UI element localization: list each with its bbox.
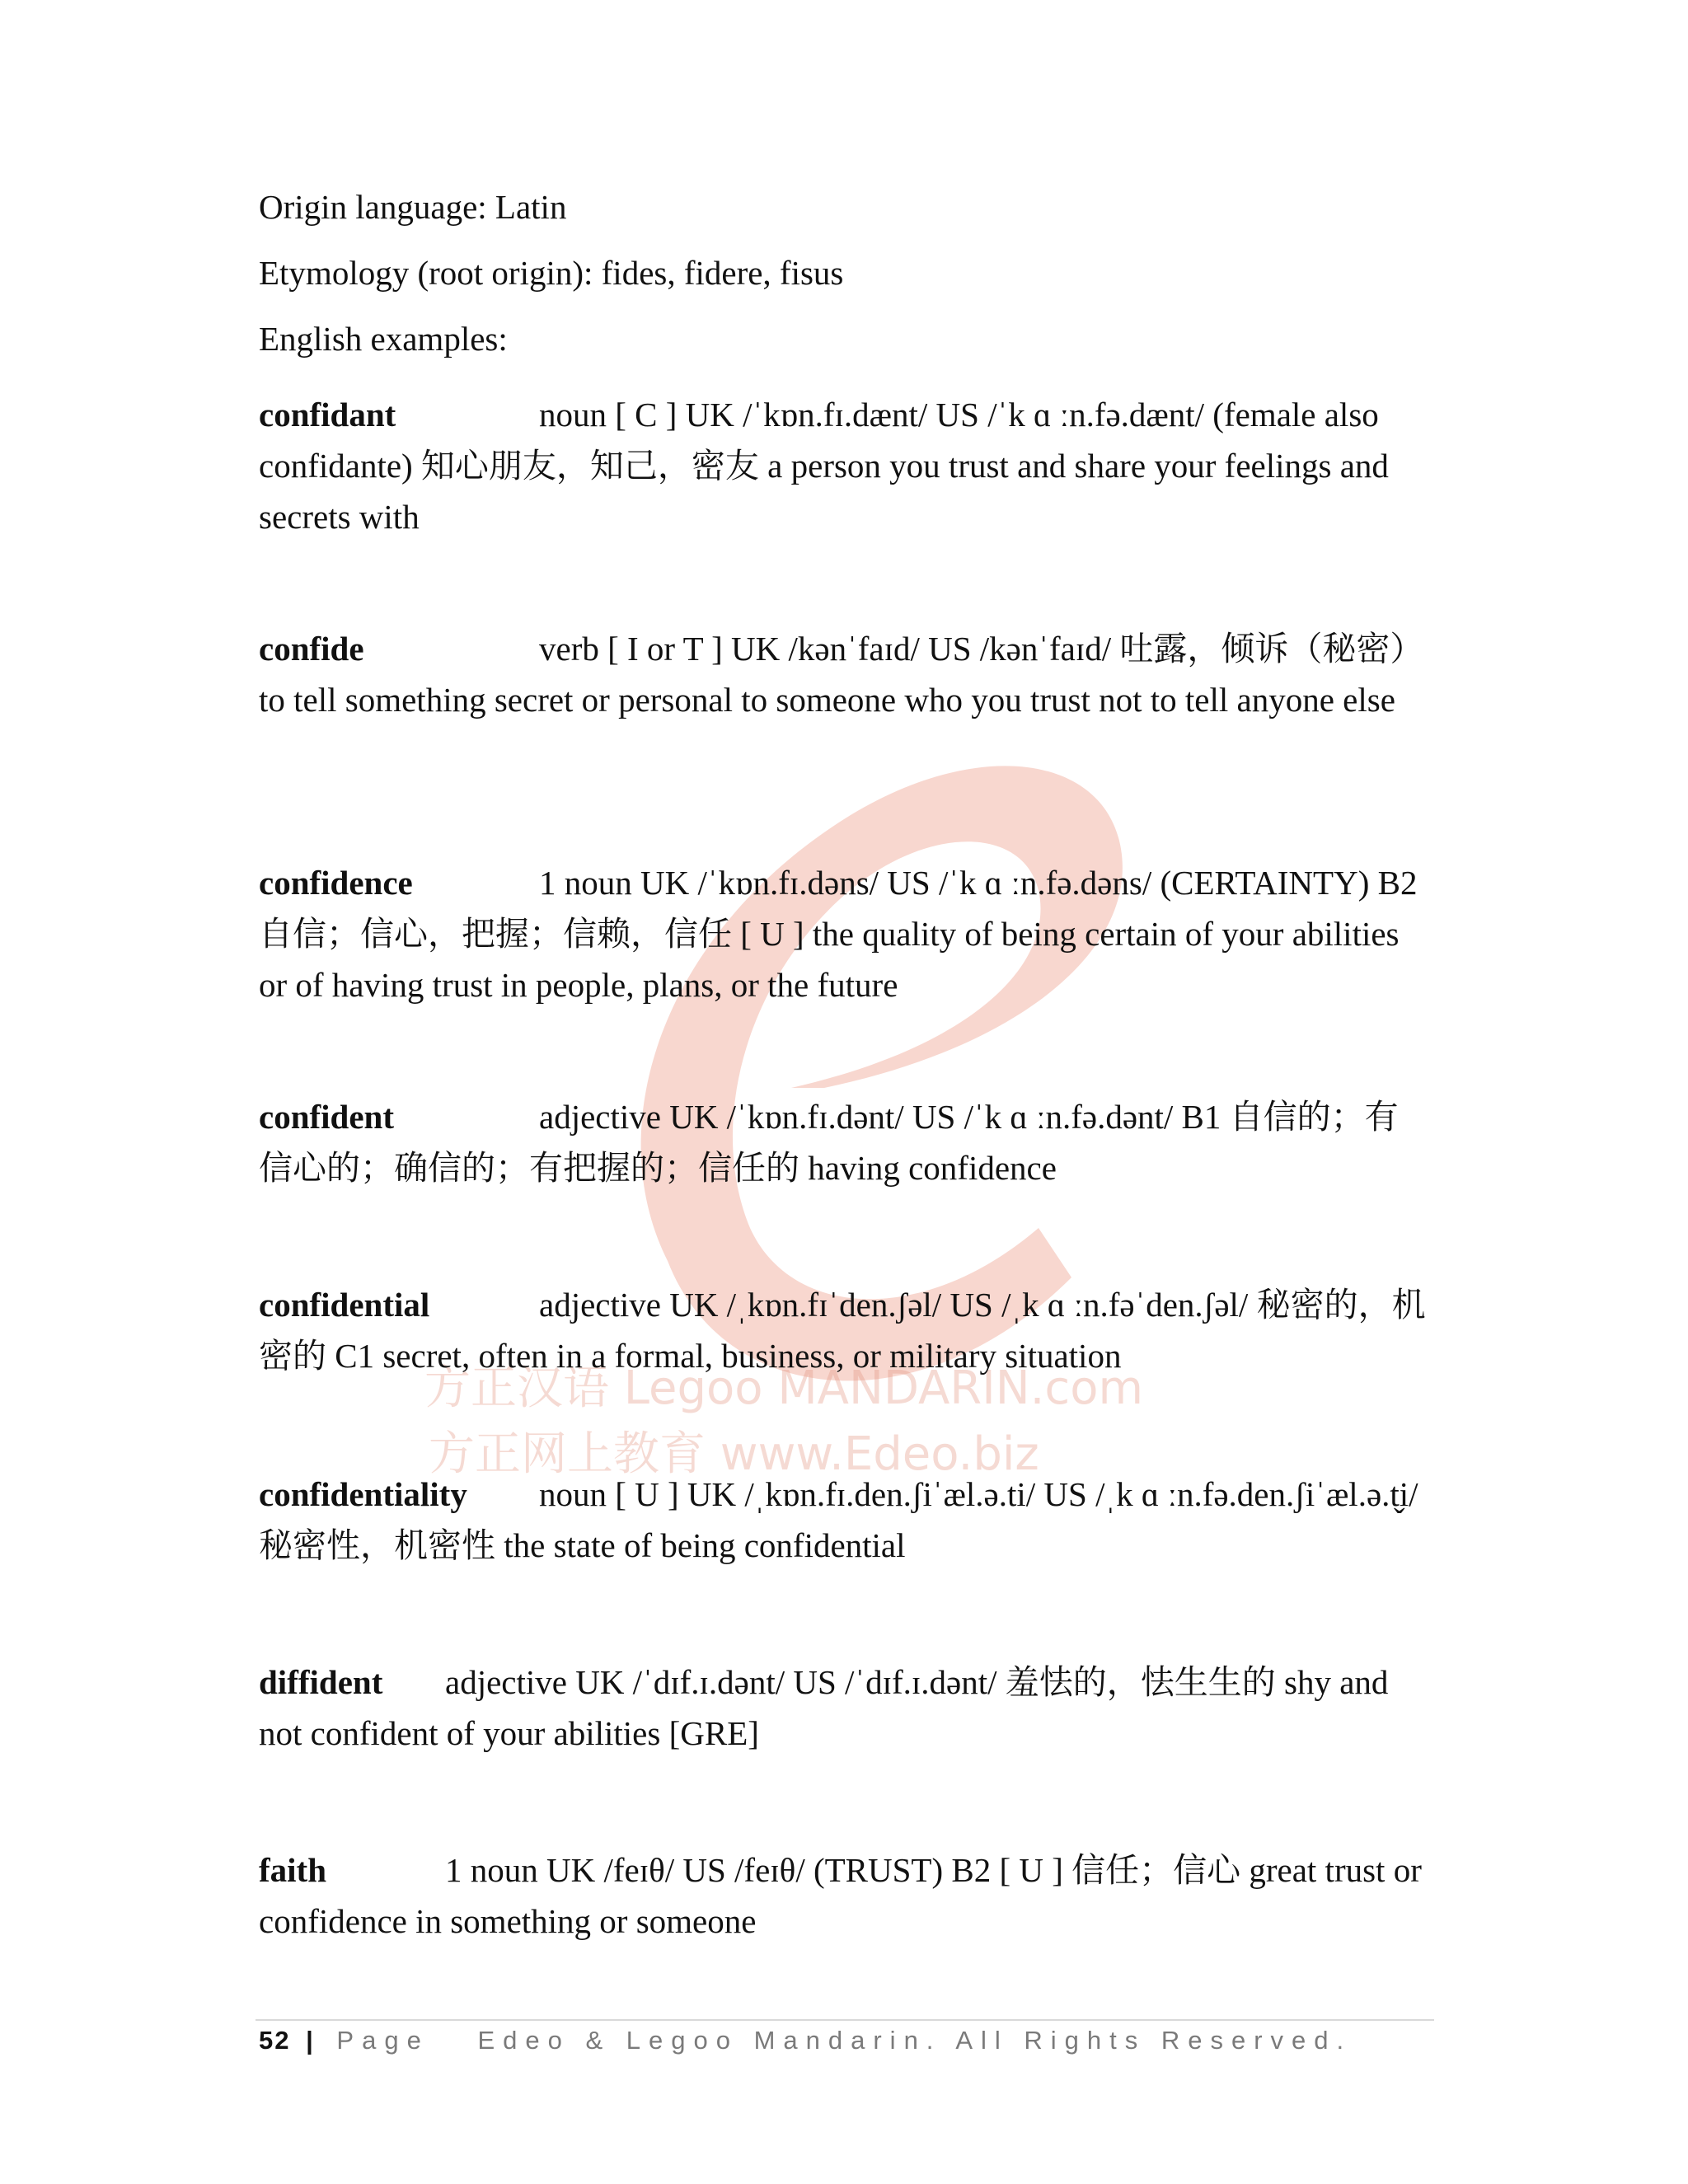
entry-definition: noun [ U ] UK /ˌkɒn.fɪ.den.ʃiˈæl.ə.ti/ US /ˌk ɑ ːn.fə.den.ʃiˈæl.ə.t̬i/ 秘密性，机密性 the state of being confidential bbox=[259, 1475, 1418, 1564]
entry-definition: 1 noun UK /feɪθ/ US /feɪθ/ (TRUST) B2 [ U ] 信任；信心 great trust or confidence in something or someone bbox=[259, 1851, 1422, 1940]
page-number: 52 bbox=[259, 2026, 291, 2055]
entry-word: diffident bbox=[259, 1663, 383, 1701]
entry-confidant bbox=[259, 389, 1429, 542]
etymology: Etymology (root origin): fides, fidere, fisus bbox=[259, 254, 844, 292]
footer-separator: | bbox=[306, 2026, 315, 2055]
entry-definition: adjective UK /ˈdɪf.ɪ.dənt/ US /ˈdɪf.ɪ.dənt/ 羞怯的，怯生生的 shy and not confident of your abilities [GRE] bbox=[259, 1663, 1389, 1752]
entry-word: confidentiality bbox=[259, 1475, 467, 1513]
entry-confidence bbox=[259, 857, 1429, 1010]
origin-language: Origin language: Latin bbox=[259, 188, 567, 226]
entry-definition: 1 noun UK /ˈkɒn.fɪ.dəns/ US /ˈk ɑ ːn.fə.dəns/ (CERTAINTY) B2 自信；信心，把握；信赖，信任 [ U ] the quality of being certain of your abilities or of having trust in people, plans, or the future bbox=[259, 864, 1418, 1004]
copyright-notice: Edeo & Legoo Mandarin. All Rights Reserved. bbox=[477, 2026, 1353, 2055]
entry-definition: adjective UK /ˈkɒn.fɪ.dənt/ US /ˈk ɑ ːn.fə.dənt/ B1 自信的；有信心的；确信的；有把握的；信任的 having confidence bbox=[259, 1098, 1399, 1187]
entry-word: confidence bbox=[259, 864, 413, 902]
entry-confident bbox=[259, 1091, 1429, 1193]
entry-definition: verb [ I or T ] UK /kənˈfaɪd/ US /kənˈfaɪd/ 吐露，倾诉（秘密） to tell something secret or personal to someone who you trust not to tell anyone else bbox=[259, 630, 1424, 719]
page-footer bbox=[259, 2026, 1352, 2055]
entry-word: faith bbox=[259, 1851, 326, 1889]
entry-word: confidential bbox=[259, 1286, 430, 1324]
entry-confidentiality bbox=[259, 1469, 1429, 1571]
examples-label: English examples: bbox=[259, 320, 508, 358]
entry-confidential bbox=[259, 1279, 1429, 1381]
entry-word: confidant bbox=[259, 396, 396, 434]
entry-definition: noun [ C ] UK /ˈkɒn.fɪ.dænt/ US /ˈk ɑ ːn.fə.dænt/ (female also confidante) 知心朋友，知己，密友 a person you trust and share your feelings and secrets with bbox=[259, 396, 1389, 536]
entry-confide bbox=[259, 623, 1429, 725]
footer-divider bbox=[256, 2019, 1434, 2021]
entry-word: confident bbox=[259, 1098, 394, 1136]
watermark-line-1: 方正汉语 Legoo MANDARIN.com bbox=[424, 1361, 1144, 1415]
page-label: Page bbox=[336, 2026, 429, 2055]
entry-faith bbox=[259, 1844, 1429, 1947]
entry-word: confide bbox=[259, 630, 364, 668]
watermark-line-2: 方正网上教育 www.Edeo.biz bbox=[429, 1427, 1039, 1481]
entry-definition: adjective UK /ˌkɒn.fɪˈden.ʃəl/ US /ˌk ɑ ːn.fəˈden.ʃəl/ 秘密的，机密的 C1 secret, often in a formal, business, or military situation bbox=[259, 1286, 1426, 1375]
entry-diffident bbox=[259, 1657, 1429, 1759]
